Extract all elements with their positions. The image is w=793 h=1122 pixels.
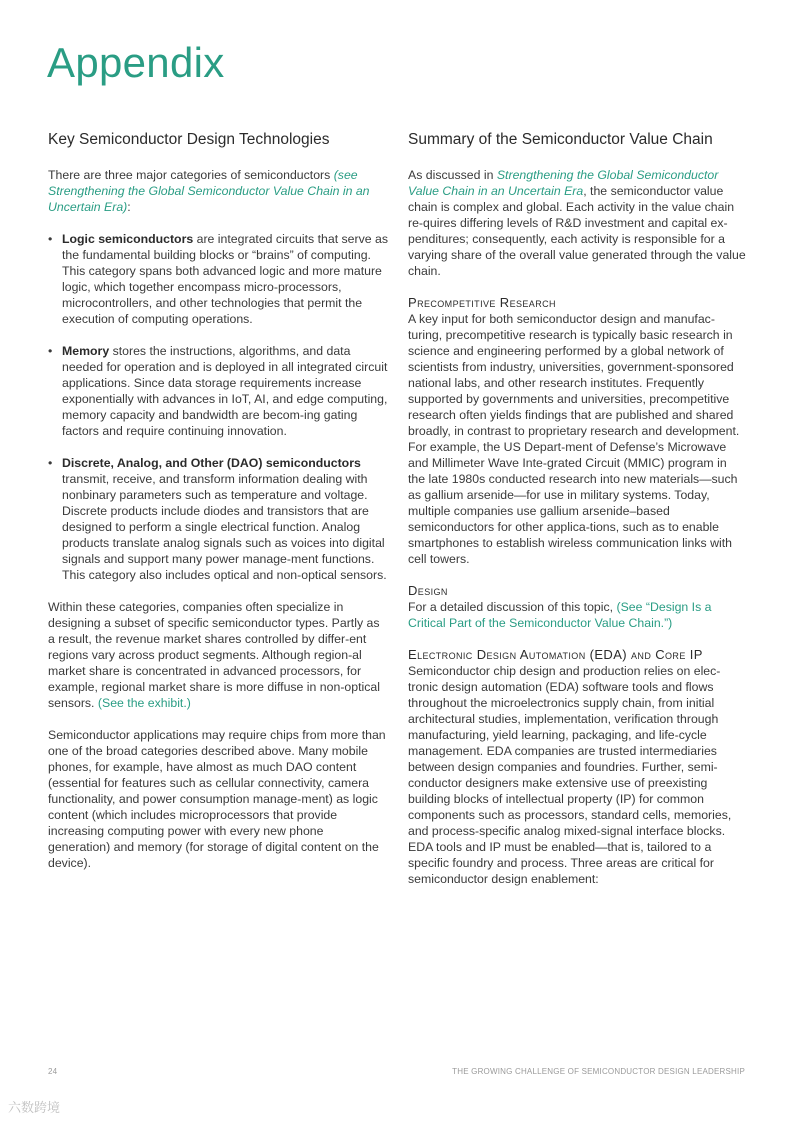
left-heading: Key Semiconductor Design Technologies [48,131,330,148]
watermark-logo: 六数跨境 [8,1100,61,1115]
bullet-lead: Discrete, Analog, and Other (DAO) semiconductors [62,456,361,470]
intro-reference-link[interactable]: (see Strengthening the Global Semiconductor Value Chain in an Uncertain Era) [48,168,370,214]
design-section-link[interactable]: (See “Design Is a Critical Part of the Semiconductor Value Chain.”) [408,600,712,630]
right-heading: Summary of the Semiconductor Value Chain [408,131,713,148]
list-item-dao [48,455,388,583]
section-body-design [408,599,746,631]
see-exhibit-link[interactable]: (See the exhibit.) [97,696,191,710]
list-item-memory [48,343,388,439]
running-title: THE GROWING CHALLENGE OF SEMICONDUCTOR DESIGN LEADERSHIP [452,1067,745,1076]
left-column [48,130,388,887]
section-body-precompetitive-research: A key input for both semiconductor design and manufac-turing, precompetitive research is typically basic research in science and engineering performed by a global network of scientists from industry, universities, government-sponsored national labs, and other research institutes. Frequently supported by governments and universities, precompetitive research often yields findings that are published and shared broadly, in contrast to proprietary research and development. For example, the US Depart-ment of Defense’s Microwave and Millimeter Wave Inte-grated Circuit (MMIC) program in the late 1980s conducted research into new materials—such as gallium arsenide—for use in military systems. Today, multiple companies use gallium arsenide–based semiconductors for other applica-tions, such as to enable smartphones to establish wireless communication links with cell towers. [408,312,740,566]
bullet-lead: Memory [62,344,110,358]
right-intro-paragraph [408,167,746,279]
bullet-text: stores the instructions, algorithms, and data needed for operation and is deployed in all integrated circuit applications. Since data storage requirements increase exponentially with advances in IoT, AI, and edge computing, memory capacity and bandwidth are becom-ing gating factors and require continuing innovation. [62,344,388,438]
paragraph-text: Within these categories, companies often specialize in designing a subset of specific semiconductor types. Partly as a result, the revenue market shares controlled by differ-ent regions vary across product segments. Although region-al market share is concentrated in advanced processors, for example, regional market share is more diffuse in non-optical sensors. [48,600,380,710]
intro-end: : [127,200,131,214]
bullet-lead: Logic semiconductors [62,232,194,246]
section-body-eda: Semiconductor chip design and production relies on elec-tronic design automation (EDA) software tools and flows throughout the microelectronics supply chain, from initial architectural studies, implementation, verification through manufacturing, yield learning, packaging, and life-cycle management. EDA companies are trusted intermediaries between design companies and foundries. Further, semi-conductor designers make extensive use of preexisting building blocks of intellectual property (IP) for common components such as processors, standard cells, memories, and process-specific analog mixed-signal interface blocks. EDA tools and IP must be enabled—that is, tailored to a specific foundry and process. Three areas are critical for semiconductor design enablement: [408,664,732,886]
design-text: For a detailed discussion of this topic, [408,600,617,614]
section-title-eda: Electronic Design Automation (EDA) and Core IP [408,647,703,662]
page-title: Appendix [47,39,225,86]
left-paragraph-3: Semiconductor applications may require chips from more than one of the broad categories described above. Many mobile phones, for example, have almost as much DAO content (essential for features such as cellular connectivity, camera functionality, and power consumption manage-ment) as logic content (which includes microprocessors that provide increasing computing power with every new phone generation) and memory (for storage of digital content on the device). [48,728,386,870]
left-paragraph-2 [48,599,388,711]
list-item-logic [48,231,388,327]
bullet-text: transmit, receive, and transform information dealing with nonbinary parameters such as temperature and voltage. Discrete products include diodes and transistors that are designed to perform a single electrical function. Analog products translate analog signals such as voices into digital signals and support many power manage-ment functions. This category also includes optical and non-optical sensors. [62,472,387,582]
semiconductor-category-list [48,231,388,583]
intro-post: , the semiconductor value chain is complex and global. Each activity in the value chain re-quires differing levels of R&D investment and capital ex-penditures; consequently, each activity is responsible for a varying share of the overall value generated through the value chain. [408,184,746,278]
right-column [408,130,746,903]
left-intro-paragraph [48,167,388,215]
section-title-design: Design [408,583,448,598]
page-number: 24 [48,1067,58,1076]
value-chain-report-link[interactable]: Strengthening the Global Semiconductor Value Chain in an Uncertain Era [408,168,719,198]
intro-text: There are three major categories of semiconductors [48,168,334,182]
intro-pre: As discussed in [408,168,497,182]
section-title-precompetitive-research: Precompetitive Research [408,295,556,310]
bullet-text: are integrated circuits that serve as the fundamental building blocks or “brains” of computing. This category spans both advanced logic and more mature logic, which together encompass micro-processors, microcontrollers, and other technologies that permit the execution of computing operations. [62,232,388,326]
